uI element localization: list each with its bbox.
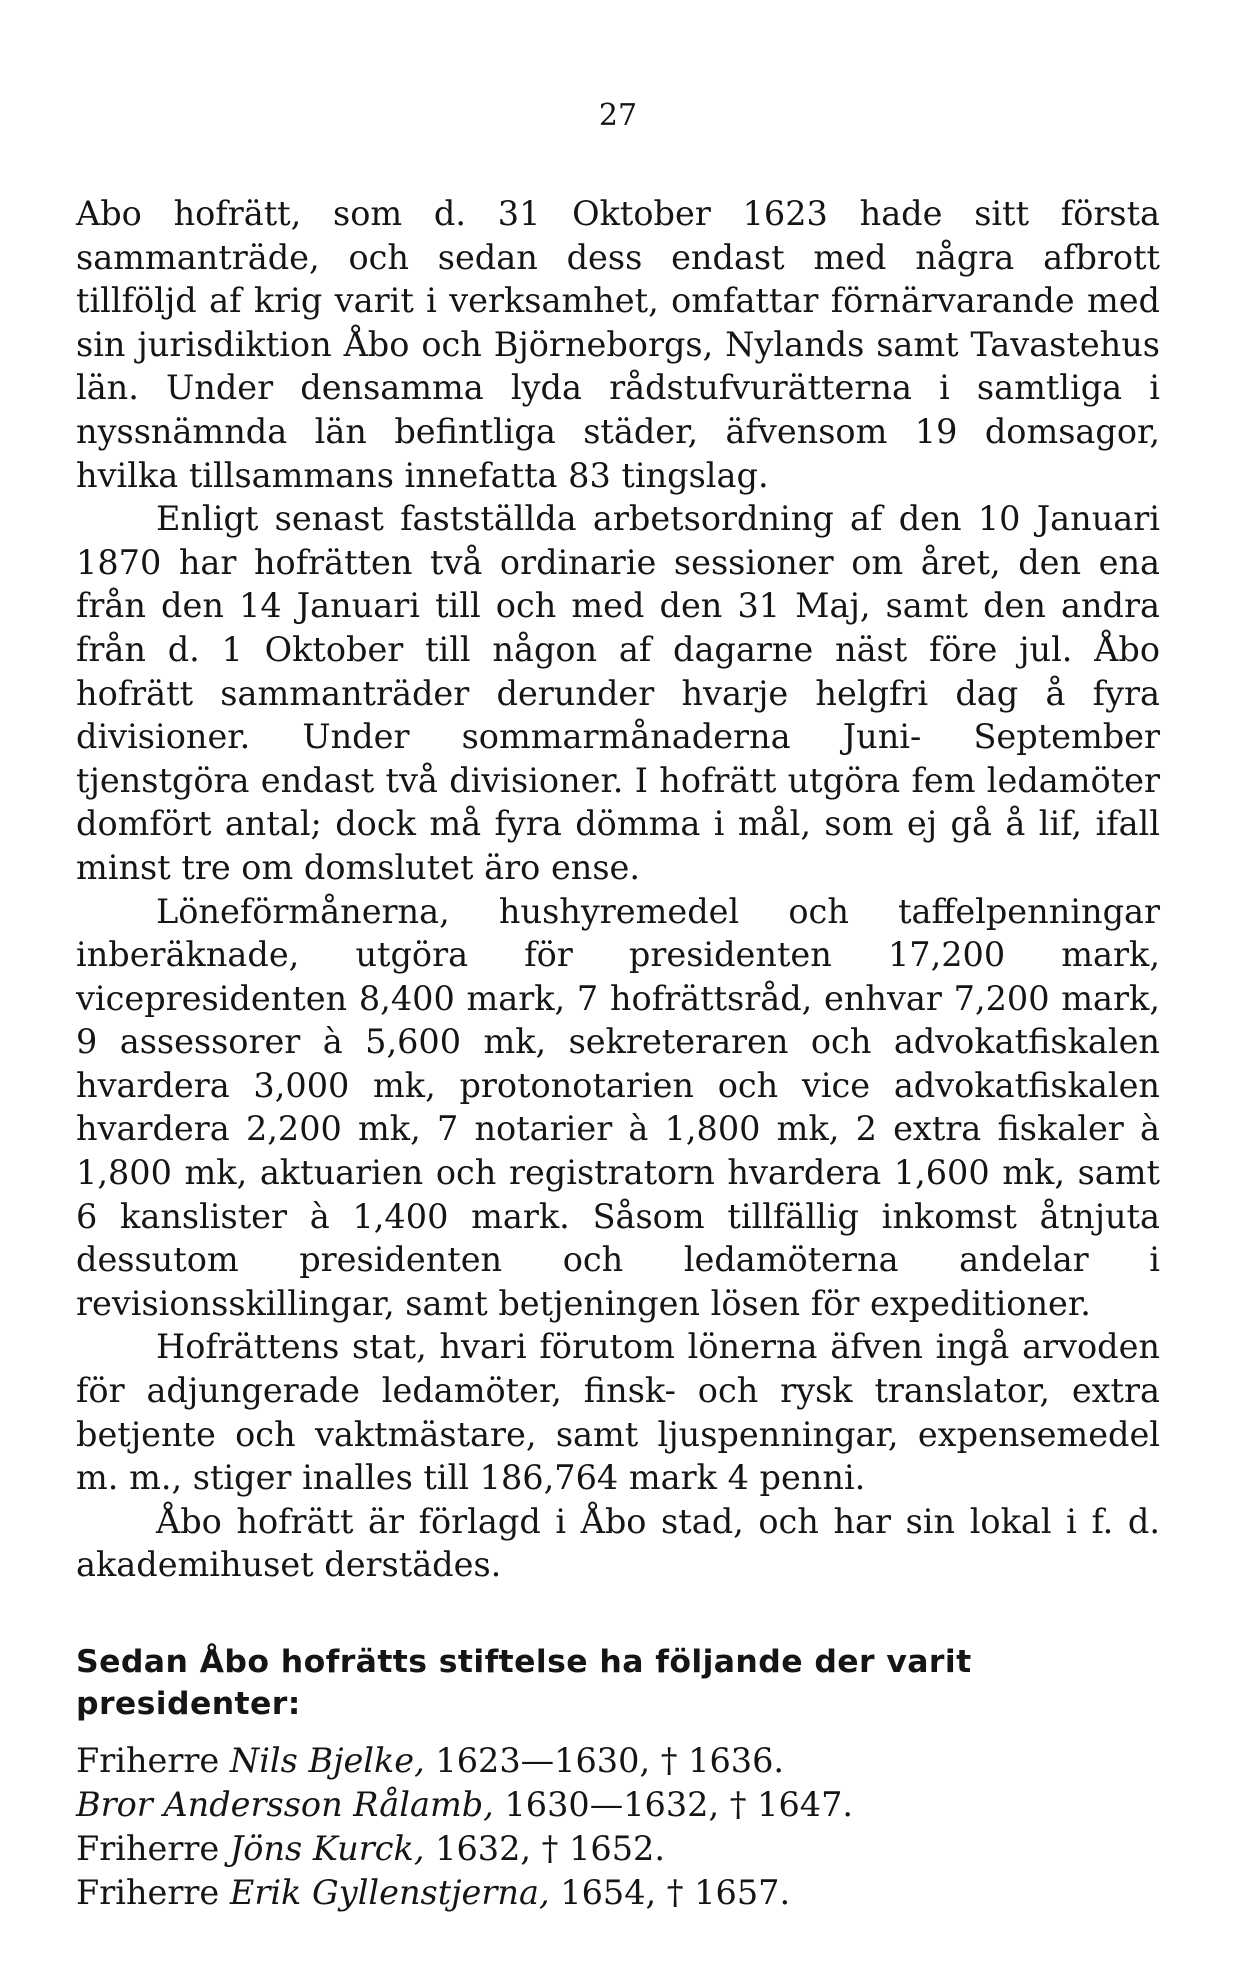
document-page <box>76 96 1160 1915</box>
president-title: Friherre <box>76 1873 230 1912</box>
presidents-heading: Sedan Åbo hofrätts stiftelse ha följande der varit presidenter: <box>76 1644 972 1722</box>
president-name: Bror Andersson Rålamb, <box>76 1785 494 1824</box>
paragraph-budget: Hofrättens stat, hvari förutom lönerna äfven ingå arvoden för adjungerade ledamöter, finsk- och rysk translator, extra betjente och vaktmästare, samt ljuspenningar, expensemedel m. m., stiger inalles till 186,764 mark 4 penni. <box>76 1327 1160 1498</box>
paragraph-salaries: Löneförmånerna, hushyremedel och taffelpenningar inberäknade, utgöra för presidenten 17,200 mark, vicepresidenten 8,400 mark, 7 hofrättsråd, enhvar 7,200 mark, 9 assessorer à 5,600 mk, sekreteraren och advokatfiskalen hvardera 3,000 mk, protonotarien och vice advokatfiskalen hvardera 2,200 mk, 7 notarier à 1,800 mk, 2 extra fiskaler à 1,800 mk, aktuarien och registratorn hvardera 1,600 mk, samt 6 kanslister à 1,400 mark. Såsom tillfällig inkomst åtnjuta dessutom presidenten och ledamöterna andelar i revisionsskillingar, samt betjeningen lösen för expeditioner. <box>76 891 1160 1323</box>
president-entry <box>76 1827 1160 1871</box>
president-name: Jöns Kurck, <box>229 1829 425 1868</box>
page-number: 27 <box>598 98 638 133</box>
body-text <box>76 192 1160 1587</box>
presidents-list <box>76 1739 1160 1915</box>
paragraph-location: Åbo hofrätt är förlagd i Åbo stad, och har sin lokal i f. d. akademihuset derstädes. <box>76 1501 1160 1585</box>
paragraph-jurisdiction: Abo hofrätt, som d. 31 Oktober 1623 hade sitt första sammanträde, och sedan dess endast med några afbrott tillföljd af krig varit i verksamhet, omfattar förnärvarande med sin jurisdiktion Åbo och Björneborgs, Nylands samt Tavastehus län. Under densamma lyda rådstufvurätterna i samtliga i nyssnämnda län befintliga städer, äfvensom 19 domsagor, hvilka tillsammans innefatta 83 tingslag. <box>76 194 1160 495</box>
president-dates: 1654, † 1657. <box>549 1873 791 1912</box>
president-dates: 1630—1632, † 1647. <box>493 1785 854 1824</box>
president-title: Friherre <box>76 1829 230 1868</box>
president-name: Erik Gyllenstjerna, <box>229 1873 550 1912</box>
paragraph-work-schedule: Enligt senast fastställda arbetsordning af den 10 Januari 1870 har hofrätten två ordinarie sessioner om året, den ena från den 14 Januari till och med den 31 Maj, samt den andra från d. 1 Oktober till någon af dagarne näst före jul. Åbo hofrätt sammanträder derunder hvarje helgfri dag å fyra divisioner. Under sommarmånaderna Juni- September tjenstgöra endast två divisioner. I hofrätt utgöra fem ledamöter domfört antal; dock må fyra dömma i mål, som ej gå å lif, ifall minst tre om domslutet äro ense. <box>76 499 1160 887</box>
president-entry <box>76 1739 1160 1783</box>
president-title: Friherre <box>76 1741 230 1780</box>
president-dates: 1632, † 1652. <box>424 1829 665 1868</box>
president-entry <box>76 1783 1160 1827</box>
president-entry <box>76 1871 1160 1915</box>
president-dates: 1623—1630, † 1636. <box>424 1741 785 1780</box>
president-name: Nils Bjelke, <box>229 1741 425 1780</box>
